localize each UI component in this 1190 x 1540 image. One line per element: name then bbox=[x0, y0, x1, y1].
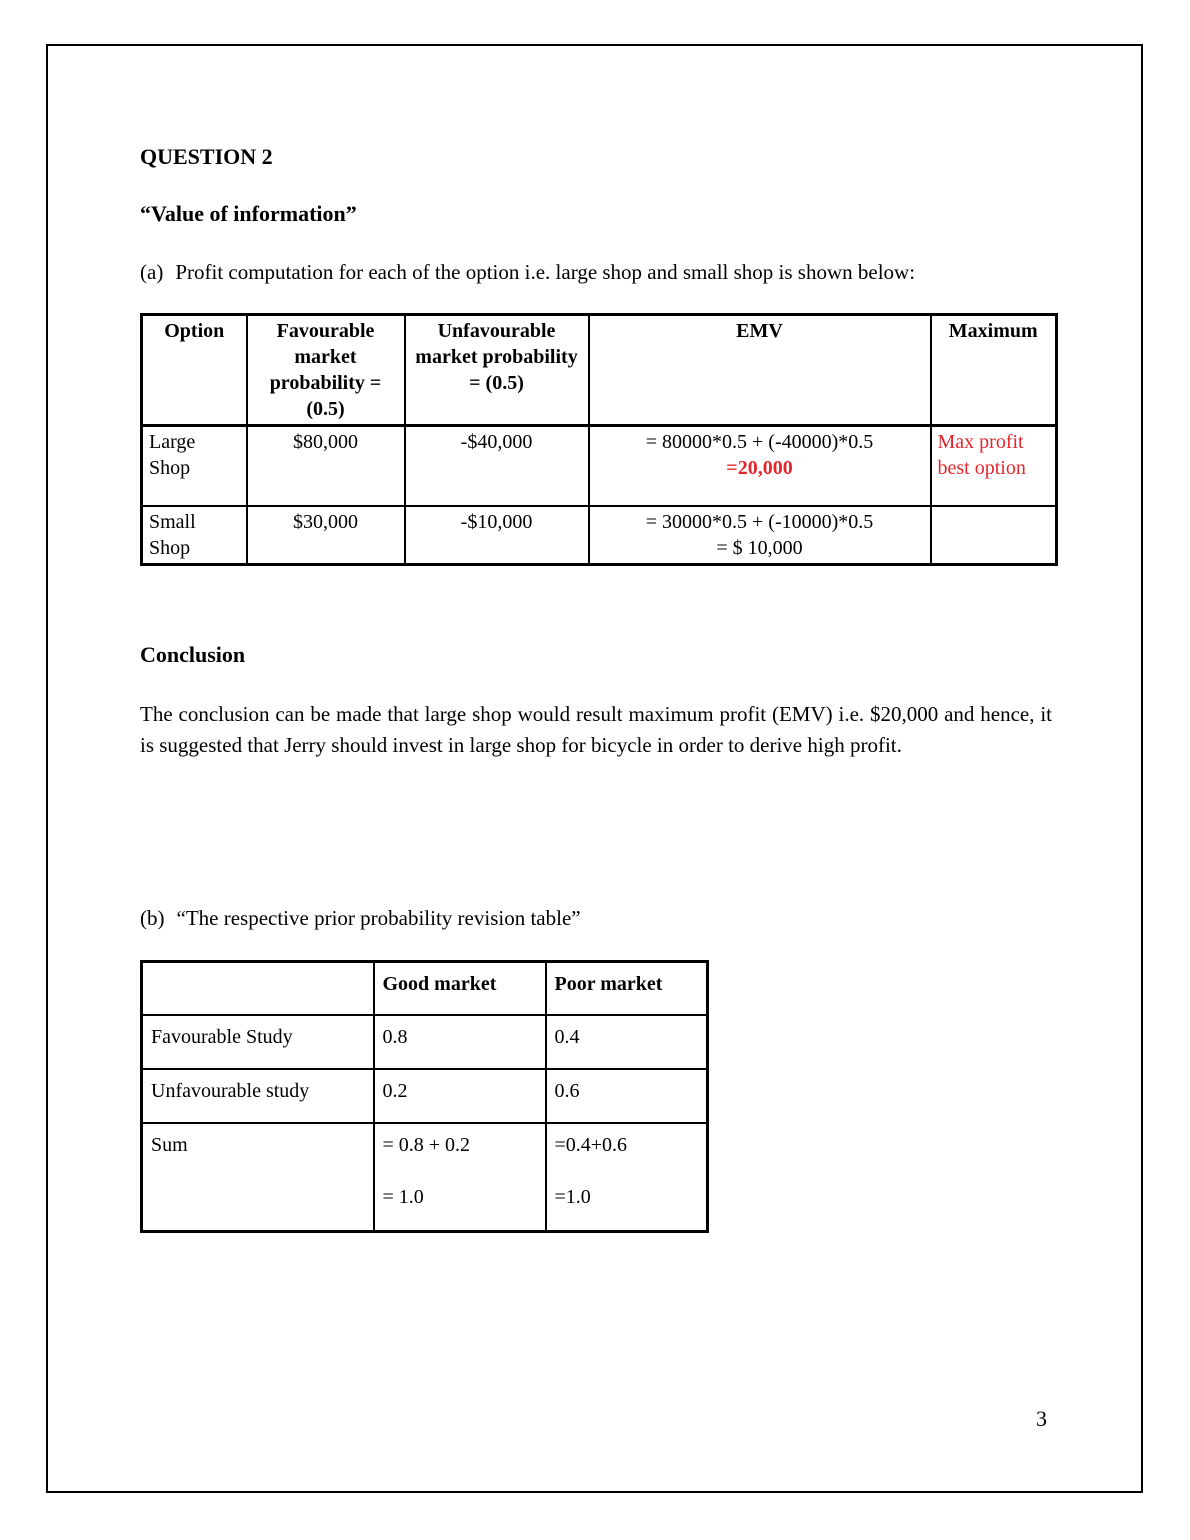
document-content bbox=[140, 46, 1055, 1233]
sum-formula: =0.4+0.6 bbox=[554, 1134, 628, 1156]
cell-maximum: Max profit best option bbox=[931, 426, 1057, 506]
header-blank bbox=[142, 961, 374, 1015]
table-row-sum bbox=[142, 1123, 708, 1231]
header-maximum: Maximum bbox=[931, 315, 1057, 426]
table-row-large-shop bbox=[142, 426, 1057, 506]
cell-label: Sum bbox=[142, 1123, 374, 1231]
cell-emv bbox=[589, 426, 931, 506]
part-a-line bbox=[140, 257, 1055, 288]
profit-table-header-row bbox=[142, 315, 1057, 426]
conclusion-heading: Conclusion bbox=[140, 641, 246, 667]
cell-favourable: $80,000 bbox=[247, 426, 405, 506]
header-emv: EMV bbox=[589, 315, 931, 426]
cell-emv bbox=[589, 506, 931, 565]
part-b-line bbox=[140, 903, 1055, 934]
cell-option: Small Shop bbox=[142, 506, 247, 565]
cell-poor bbox=[546, 1123, 708, 1231]
revision-table bbox=[140, 960, 709, 1233]
cell-label: Unfavourable study bbox=[142, 1069, 374, 1123]
question-title: QUESTION 2 bbox=[140, 144, 273, 169]
table-row-favourable-study bbox=[142, 1015, 708, 1069]
header-poor-market: Poor market bbox=[546, 961, 708, 1015]
profit-table bbox=[140, 313, 1058, 566]
cell-maximum bbox=[931, 506, 1057, 565]
cell-option: Large Shop bbox=[142, 426, 247, 506]
cell-label: Favourable Study bbox=[142, 1015, 374, 1069]
emv-formula: = 30000*0.5 + (-10000)*0.5 bbox=[645, 510, 874, 533]
cell-poor: 0.4 bbox=[546, 1015, 708, 1069]
emv-result: = $ 10,000 bbox=[716, 536, 803, 559]
cell-unfavourable: -$40,000 bbox=[405, 426, 589, 506]
cell-poor: 0.6 bbox=[546, 1069, 708, 1123]
page-border bbox=[46, 44, 1143, 1493]
part-a-text: Profit computation for each of the option i.e. large shop and small shop is shown below: bbox=[175, 260, 916, 284]
header-unfavourable: Unfavourable market probability = (0.5) bbox=[405, 315, 589, 426]
revision-table-header-row bbox=[142, 961, 708, 1015]
part-b-text: “The respective prior probability revision table” bbox=[176, 905, 581, 930]
sum-result: =1.0 bbox=[554, 1186, 591, 1208]
cell-favourable: $30,000 bbox=[247, 506, 405, 565]
part-a-label: (a) bbox=[140, 260, 164, 284]
table-row-unfavourable-study bbox=[142, 1069, 708, 1123]
cell-good bbox=[374, 1123, 546, 1231]
header-good-market: Good market bbox=[374, 961, 546, 1015]
cell-good: 0.8 bbox=[374, 1015, 546, 1069]
cell-good: 0.2 bbox=[374, 1069, 546, 1123]
header-option: Option bbox=[142, 315, 247, 426]
sum-result: = 1.0 bbox=[382, 1186, 424, 1208]
page-number: 3 bbox=[1036, 1406, 1047, 1431]
part-b-label: (b) bbox=[140, 905, 165, 930]
header-favourable: Favourable market probability = (0.5) bbox=[247, 315, 405, 426]
sum-formula: = 0.8 + 0.2 bbox=[382, 1134, 471, 1156]
section-subtitle: “Value of information” bbox=[140, 201, 357, 226]
emv-result-highlight: =20,000 bbox=[726, 457, 793, 479]
emv-formula: = 80000*0.5 + (-40000)*0.5 bbox=[645, 431, 874, 453]
cell-unfavourable: -$10,000 bbox=[405, 506, 589, 565]
table-row-small-shop bbox=[142, 506, 1057, 565]
conclusion-paragraph: The conclusion can be made that large shop would result maximum profit (EMV) i.e. $20,000 and hence, it is suggested that Jerry should invest in large shop for bicycle in order to derive high profit. bbox=[140, 701, 1052, 757]
